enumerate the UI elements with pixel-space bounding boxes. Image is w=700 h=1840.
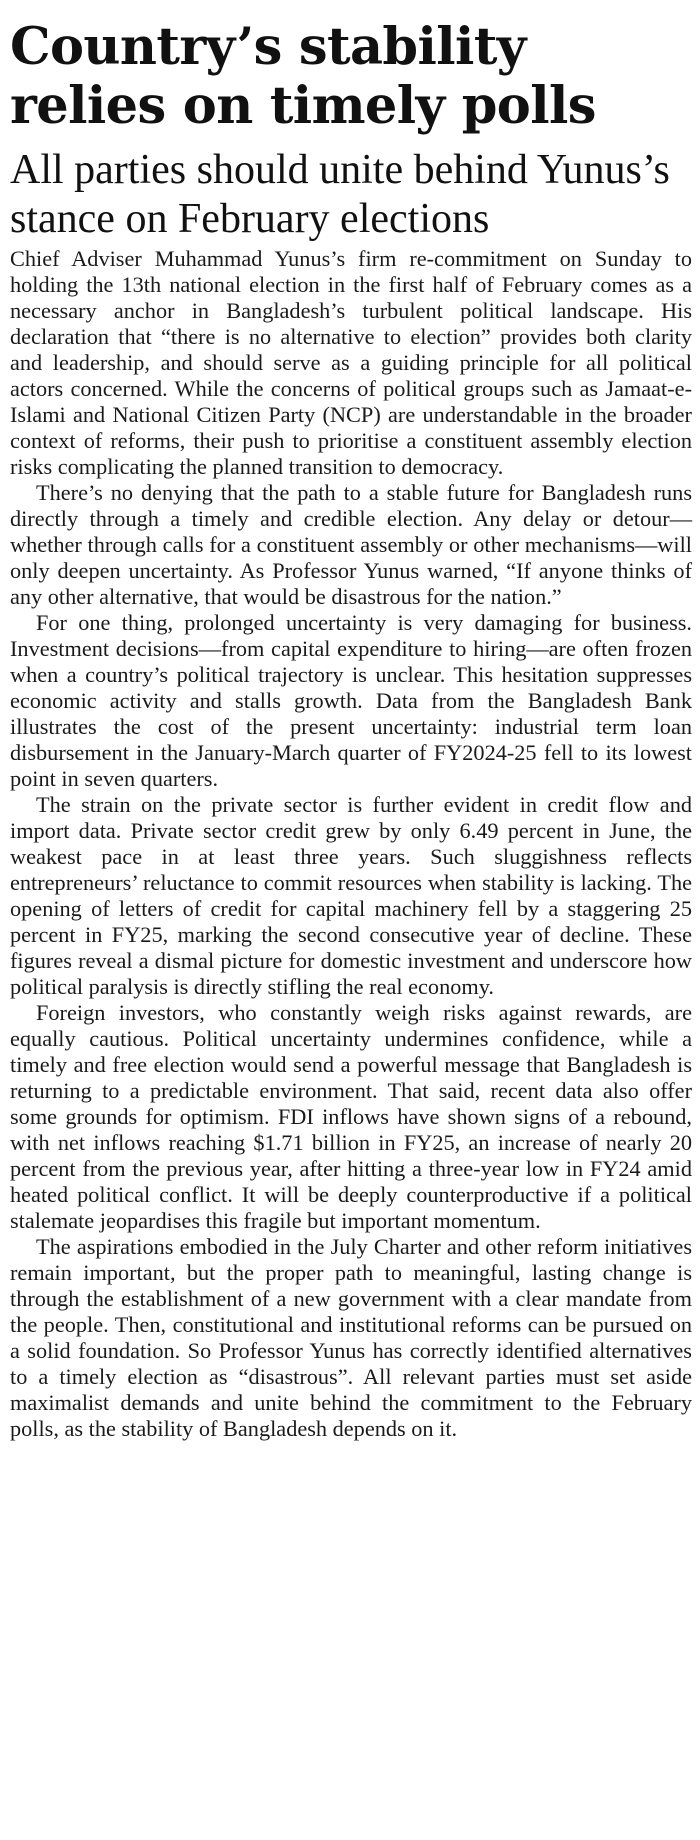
paragraph-6: The aspirations embodied in the July Charter and other reform initiatives remain important, but the proper path to meaningful, lasting change is through the establishment of a new government with a clear mandate from the people. Then, constitutional and institutional reforms can be pursued on a solid foundation. So Professor Yunus has correctly identified alternatives to a timely election as “disastrous”. All relevant parties must set aside maximalist demands and unite behind the commitment to the February polls, as the stability of Bangladesh depends on it. [10, 1234, 692, 1441]
headline: Country’s stability relies on timely polls [10, 17, 596, 136]
subheadline: All parties should unite behind Yunus’s stance on February elections [10, 147, 670, 242]
paragraph-1: Chief Adviser Muhammad Yunus’s firm re-commitment on Sunday to holding the 13th national election in the first half of February comes as a necessary anchor in Bangladesh’s turbulent political landscape. His declaration that “there is no alternative to election” provides both clarity and leadership, and should serve as a guiding principle for all political actors concerned. While the concerns of political groups such as Jamaat-e-Islami and National Citizen Party (NCP) are understandable in the broader context of reforms, their push to prioritise a constituent assembly election risks complicating the planned transition to democracy. [10, 246, 692, 479]
paragraph-3: For one thing, prolonged uncertainty is very damaging for business. Investment decisions—from capital expenditure to hiring—are often frozen when a country’s political trajectory is unclear. This hesitation suppresses economic activity and stalls growth. Data from the Bangladesh Bank illustrates the cost of the present uncertainty: industrial term loan disbursement in the January-March quarter of FY2024-25 fell to its lowest point in seven quarters. [10, 610, 692, 791]
paragraph-4: The strain on the private sector is further evident in credit flow and import data. Private sector credit grew by only 6.49 percent in June, the weakest pace in at least three years. Such sluggishness reflects entrepreneurs’ reluctance to commit resources when stability is lacking. The opening of letters of credit for capital machinery fell by a staggering 25 percent in FY25, marking the second consecutive year of decline. These figures reveal a dismal picture for domestic investment and underscore how political paralysis is directly stifling the real economy. [10, 792, 692, 999]
article-body [10, 246, 692, 1442]
paragraph-5: Foreign investors, who constantly weigh risks against rewards, are equally cautious. Political uncertainty undermines confidence, while a timely and free election would send a powerful message that Bangladesh is returning to a predictable environment. That said, recent data also offer some grounds for optimism. FDI inflows have shown signs of a rebound, with net inflows reaching $1.71 billion in FY25, an increase of nearly 20 percent from the previous year, after hitting a three-year low in FY24 amid heated political conflict. It will be deeply counterproductive if a political stalemate jeopardises this fragile but important momentum. [10, 1000, 692, 1233]
editorial-article [10, 18, 692, 1442]
paragraph-2: There’s no denying that the path to a stable future for Bangladesh runs directly through a timely and credible election. Any delay or detour—whether through calls for a constituent assembly or other mechanisms—will only deepen uncertainty. As Professor Yunus warned, “If anyone thinks of any other alternative, that would be disastrous for the nation.” [10, 480, 692, 609]
